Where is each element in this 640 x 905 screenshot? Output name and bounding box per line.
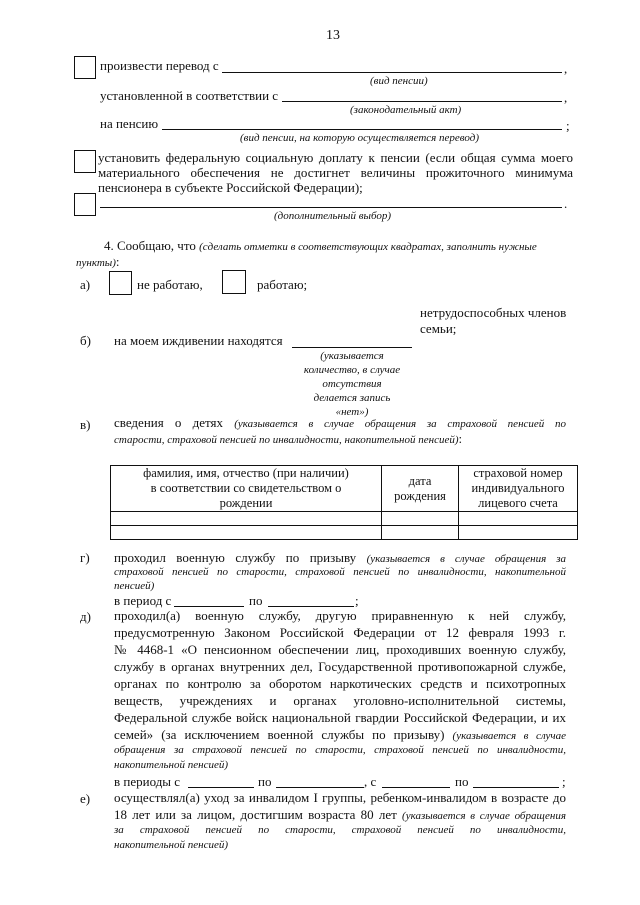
service-line-7: Федеральной службе войск национальной гвардии Российской Федерации, и их: [114, 710, 566, 725]
supplement-line-1: установить федеральную социальную доплату к пенсии (если общая сумма моего: [98, 150, 573, 165]
checkbox-supplement[interactable]: [74, 150, 96, 173]
service-hint-2: обращения за страховой пенсией по старости, страховой пенсией по инвалидности,: [114, 744, 566, 756]
transfer-from-field[interactable]: [222, 72, 562, 73]
service-line-1: проходил(а) военную службу, другую приравненную к ней службу,: [114, 608, 566, 623]
item-d-letter: д): [80, 609, 91, 624]
supplement-line-2: материального обеспечения не достигнет величины прожиточного минимума: [98, 165, 573, 180]
care-hint-2: за страховой пенсией по старости, страховой пенсией по инвалидности,: [114, 824, 566, 836]
dependents-right-1: нетрудоспособных членов: [420, 305, 567, 320]
children-info-line-2: старости, страховой пенсией по инвалидности, накопительной пенсией):: [114, 431, 463, 446]
service-line-2: предусмотренную Законом Российской Федерации от 12 февраля 1993 г.: [114, 625, 566, 640]
service-line-4: службу в органах внутренних дел, Государственной противопожарной службе,: [114, 659, 566, 674]
service-periods-label: в периоды с: [114, 774, 181, 789]
service-line-3: № 4468-1 «О пенсионном обеспечении лиц, проходивших военную службу,: [114, 642, 566, 657]
item-b-letter: б): [80, 333, 91, 348]
care-line-1: осуществлял(а) уход за инвалидом I группы, ребенком-инвалидом в возрасте до: [114, 790, 566, 805]
section4-intro: 4. Сообщаю, что (сделать отметки в соответствующих квадратах, заполнить нужные: [104, 238, 537, 253]
checkbox-extra[interactable]: [74, 193, 96, 216]
section4-hint-end: пункты):: [76, 254, 120, 269]
service-from-1-field[interactable]: [188, 787, 254, 788]
service-from-2-field[interactable]: [382, 787, 450, 788]
conscript-hint-2: страховой пенсией по старости, страховой пенсией по инвалидности, накопительной: [114, 566, 566, 578]
header-full-name: фамилия, имя, отчество (при наличии) в соответствии со свидетельством о рождении: [111, 466, 382, 512]
care-hint-3: накопительной пенсией): [114, 839, 229, 851]
dependents-hint: (указывается количество, в случае отсутствия делается запись «нет»): [303, 350, 401, 418]
item-e-letter: е): [80, 791, 91, 806]
item-g-letter: г): [80, 550, 90, 565]
transfer-to-label: на пенсию: [100, 116, 159, 131]
conscript-hint-3: пенсией): [114, 580, 155, 592]
service-to-1-field[interactable]: [276, 787, 364, 788]
supplement-line-3: пенсионера в субъекте Российской Федерации);: [98, 180, 363, 195]
not-working-label: не работаю,: [137, 277, 203, 292]
dependents-right-2: семьи;: [420, 321, 457, 336]
transfer-law-label: установленной в соответствии с: [100, 88, 279, 103]
service-line-5: органах по контролю за оборотом наркотических средств и психотропных: [114, 676, 566, 691]
care-line-2: 18 лет или за лицом, достигшим возраста 80 лет (указывается в случае обращения: [114, 807, 566, 822]
hint-new-pension: (вид пенсии, на которую осуществляется перевод): [240, 132, 480, 144]
service-hint-3: накопительной пенсией): [114, 759, 229, 771]
transfer-to-field[interactable]: [162, 129, 562, 130]
conscript-to-field[interactable]: [268, 606, 354, 607]
conscript-period-label: в период с: [114, 593, 172, 608]
header-insurance-number: страховой номер индивидуального лицевого счета: [459, 466, 578, 512]
service-line-6: веществ, учреждениях и органах уголовно-исполнительной системы,: [114, 693, 566, 708]
transfer-label: произвести перевод с: [100, 58, 219, 73]
dependents-count-field[interactable]: [292, 347, 412, 348]
extra-choice-field[interactable]: [100, 207, 562, 208]
table-row: [111, 526, 578, 540]
transfer-law-field[interactable]: [282, 101, 562, 102]
working-label: работаю;: [257, 277, 308, 292]
checkbox-working[interactable]: [222, 270, 246, 294]
checkbox-transfer[interactable]: [74, 56, 96, 79]
conscript-from-field[interactable]: [174, 606, 244, 607]
checkbox-not-working[interactable]: [109, 271, 132, 295]
header-birth-date: дата рождения: [382, 466, 459, 512]
conscript-line-1: проходил военную службу по призыву (указывается в случае обращения за: [114, 550, 566, 565]
service-line-8: семей» (за исключением военной службы по призыву) (указывается в случае: [114, 727, 566, 742]
dependents-label: на моем иждивении находятся: [114, 333, 283, 348]
children-table: [110, 465, 578, 540]
hint-extra: (дополнительный выбор): [274, 210, 391, 222]
table-header-row: [111, 466, 578, 512]
item-v-letter: в): [80, 417, 91, 432]
hint-pension-type: (вид пенсии): [370, 75, 428, 87]
table-row: [111, 512, 578, 526]
page-number: 13: [326, 28, 340, 43]
hint-law: (законодательный акт): [350, 104, 462, 116]
item-a-letter: а): [80, 277, 91, 292]
service-to-2-field[interactable]: [473, 787, 559, 788]
children-info-line-1: сведения о детях (указывается в случае обращения за страховой пенсией по: [114, 415, 567, 430]
